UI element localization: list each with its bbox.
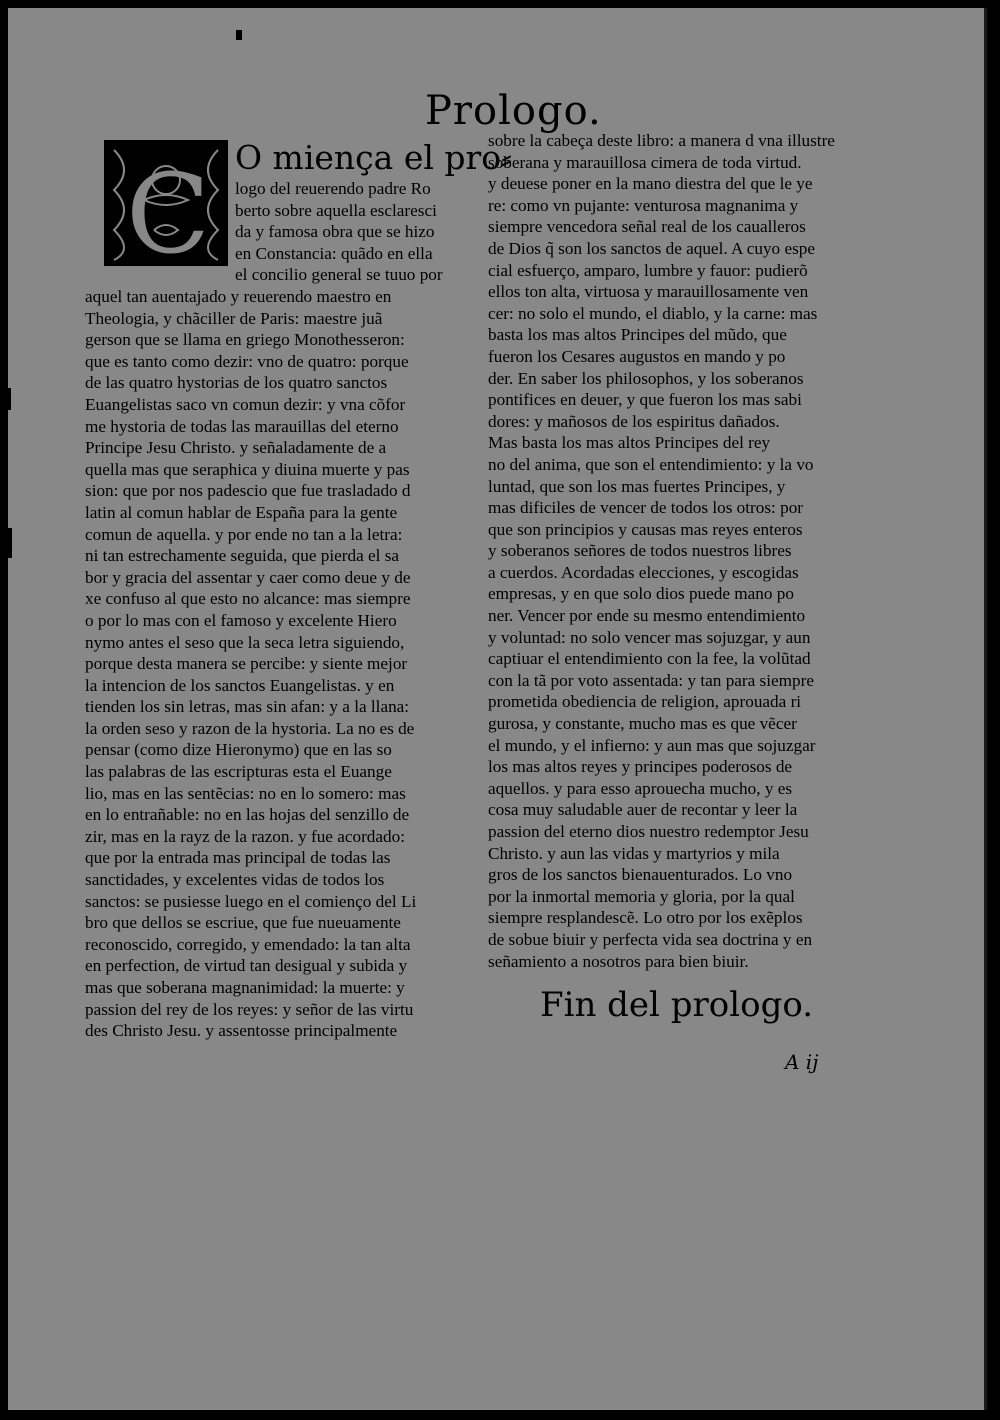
text-line: bor y gracia del assentar y caer como deue y de bbox=[85, 567, 411, 587]
text-line: que por la entrada mas principal de todas las bbox=[85, 848, 391, 868]
opening-line: O miença el pro⸗ bbox=[235, 138, 513, 177]
text-line: xe confuso al que esto no alcance: mas siempre bbox=[85, 589, 411, 609]
right-column bbox=[488, 130, 878, 972]
text-line: sanctidades, y excelentes vidas de todos los bbox=[85, 870, 385, 890]
text-line: siempre resplandescẽ. Lo otro por los exẽplos bbox=[488, 908, 803, 928]
text-line: de Dios q̃ son los sanctos de aquel. A cuyo espe bbox=[488, 238, 815, 258]
text-line: aquel tan auentajado y reuerendo maestro en bbox=[85, 287, 392, 306]
text-line: que es tanto como dezir: vno de quatro: porque bbox=[85, 351, 409, 371]
text-line: des Christo Jesu. y assentosse principalmente bbox=[85, 1021, 398, 1041]
text-line: gerson que se llama en griego Monothesseron: bbox=[85, 330, 405, 350]
text-line: y deuese poner en la mano diestra del que le ye bbox=[488, 174, 813, 194]
text-line: bro que dellos se escriue, que fue nueuamente bbox=[85, 913, 401, 933]
text-line: mas que soberana magnanimidad: la muerte: y bbox=[85, 978, 405, 997]
text-line: cosa muy saludable auer de recontar y leer la bbox=[488, 800, 798, 820]
text-line: el mundo, y el infierno: y aun mas que sojuzgar bbox=[488, 735, 816, 755]
text-line: pontifices en deuer, y que fueron los mas sabi bbox=[488, 390, 802, 410]
text-line: zir, mas en la rayz de la razon. y fue acordado: bbox=[85, 826, 405, 846]
text-line: gros de los sanctos bienauenturados. Lo vno bbox=[488, 865, 793, 885]
text-line: logo del reuerendo padre Ro bbox=[235, 179, 431, 198]
text-line: Euangelistas saco vn comun dezir: y vna cõfor bbox=[85, 394, 406, 414]
text-line: aquellos. y para esso aprouecha mucho, y es bbox=[488, 778, 793, 798]
text-line: siempre vencedora señal real de los caualleros bbox=[488, 217, 806, 237]
text-line: en perfection, de virtud tan desigual y subida y bbox=[85, 956, 408, 976]
signature-mark: A ij bbox=[785, 1050, 819, 1074]
page-title: Prologo. bbox=[425, 88, 602, 134]
text-line: pensar (como dize Hieronymo) que en las so bbox=[85, 740, 392, 760]
text-line: en lo entrañable: no en las hojas del senzillo de bbox=[85, 805, 410, 825]
text-line: berto sobre aquella esclaresci bbox=[235, 200, 437, 220]
colophon: Fin del prologo. bbox=[540, 985, 814, 1025]
text-line: de sobue biuir y perfecta vida sea doctrina y en bbox=[488, 929, 813, 949]
text-line: comun de aquella. y por ende no tan a la letra: bbox=[85, 524, 403, 544]
text-line: tienden los sin letras, mas sin afan: y a la llana: bbox=[85, 697, 410, 717]
text-line: prometida obediencia de religion, aprouada ri bbox=[488, 692, 802, 712]
ink-speck bbox=[8, 388, 11, 410]
text-line: re: como vn pujante: venturosa magnanima y bbox=[488, 195, 799, 215]
left-column-indent bbox=[85, 178, 477, 286]
text-line: Mas basta los mas altos Principes del rey bbox=[488, 433, 771, 453]
text-line: cial esfuerço, amparo, lumbre y fauor: pudierõ bbox=[488, 260, 808, 280]
text-line: da y famosa obra que se hizo bbox=[235, 222, 435, 242]
text-line: señamiento a nosotros para bien biuir. bbox=[488, 951, 749, 971]
text-line: y soberanos señores de todos nuestros libres bbox=[488, 541, 792, 561]
text-line: passion del rey de los reyes: y señor de las virtu bbox=[85, 999, 414, 1019]
text-line: empresas, y en que solo dios puede mano po bbox=[488, 584, 794, 604]
text-line: Theologia, y chãciller de Paris: maestre juã bbox=[85, 308, 383, 328]
text-line: de las quatro hystorias de los quatro sanctos bbox=[85, 373, 388, 393]
text-line: mas dificiles de vencer de todos los otros: por bbox=[488, 498, 804, 518]
text-line: der. En saber los philosophos, y los soberanos bbox=[488, 368, 804, 388]
text-line: soberana y marauillosa cimera de toda virtud. bbox=[488, 152, 802, 172]
text-line: ni tan estrechamente seguida, que pierda el sa bbox=[85, 546, 400, 566]
left-column bbox=[85, 286, 477, 1042]
text-line: sobre la cabeça deste libro: a manera d vna illustre bbox=[488, 131, 835, 150]
text-line: sanctos: se pusiesse luego en el comienço del Li bbox=[85, 891, 417, 911]
text-line: el concilio general se tuuo por bbox=[235, 265, 443, 285]
text-line: basta los mas altos Principes del mũdo, que bbox=[488, 325, 787, 345]
text-line: fueron los Cesares augustos en mando y po bbox=[488, 346, 786, 366]
text-line: passion del eterno dios nuestro redemptor Jesu bbox=[488, 822, 809, 841]
text-line: dores: y mañosos de los espiritus dañados. bbox=[488, 411, 780, 431]
text-line: a cuerdos. Acordadas elecciones, y escogidas bbox=[488, 562, 799, 582]
text-line: reconoscido, corregido, y emendado: la tan alta bbox=[85, 934, 411, 954]
text-line: gurosa, y constante, mucho mas es que vẽcer bbox=[488, 714, 797, 734]
text-line: luntad, que son los mas fuertes Principes, y bbox=[488, 476, 786, 496]
text-line: que son principios y causas mas reyes enteros bbox=[488, 519, 803, 539]
text-line: captiuar el entendimiento con la fee, la volũtad bbox=[488, 649, 811, 669]
text-line: no del anima, que son el entendimiento: y la vo bbox=[488, 454, 814, 474]
text-line: sion: que por nos padescio que fue trasladado d bbox=[85, 481, 411, 501]
text-line: las palabras de las escripturas esta el Euange bbox=[85, 762, 392, 782]
text-line: ellos ton alta, virtuosa y marauillosamente ven bbox=[488, 282, 809, 302]
text-line: o por lo mas con el famoso y excelente Hiero bbox=[85, 610, 397, 630]
text-line: latin al comun hablar de España para la gente bbox=[85, 502, 398, 522]
text-line: ner. Vencer por ende su mesmo entendimiento bbox=[488, 606, 806, 626]
text-line: por la inmortal memoria y gloria, por la qual bbox=[488, 886, 795, 906]
text-line: me hystoria de todas las marauillas del eterno bbox=[85, 416, 399, 436]
text-line: porque desta manera se percibe: y siente mejor bbox=[85, 654, 408, 674]
text-line: y voluntad: no solo vencer mas sojuzgar, y aun bbox=[488, 627, 811, 647]
text-line: cer: no solo el mundo, el diablo, y la carne: mas bbox=[488, 303, 818, 323]
text-line: lio, mas en las sentẽcias: no en lo somero: mas bbox=[85, 783, 406, 803]
text-line: nymo antes el seso que la seca letra siguiendo, bbox=[85, 632, 405, 652]
text-line: en Constancia: quãdo en ella bbox=[235, 243, 433, 263]
text-line: Principe Jesu Christo. y señaladamente de a bbox=[85, 438, 387, 458]
text-line: Christo. y aun las vidas y martyrios y mila bbox=[488, 843, 780, 863]
text-line: quella mas que seraphica y diuina muerte y pas bbox=[85, 459, 410, 479]
ink-speck bbox=[236, 30, 242, 40]
text-line: con la tã por voto assentada: y tan para siempre bbox=[488, 670, 814, 690]
text-line: los mas altos reyes y principes poderosos de bbox=[488, 757, 793, 777]
dropcap-letter: C bbox=[126, 150, 211, 266]
text-line: la intencion de los sanctos Euangelistas. y en bbox=[85, 675, 395, 695]
ink-speck bbox=[8, 528, 12, 558]
text-line: la orden seso y razon de la hystoria. La no es de bbox=[85, 718, 415, 738]
